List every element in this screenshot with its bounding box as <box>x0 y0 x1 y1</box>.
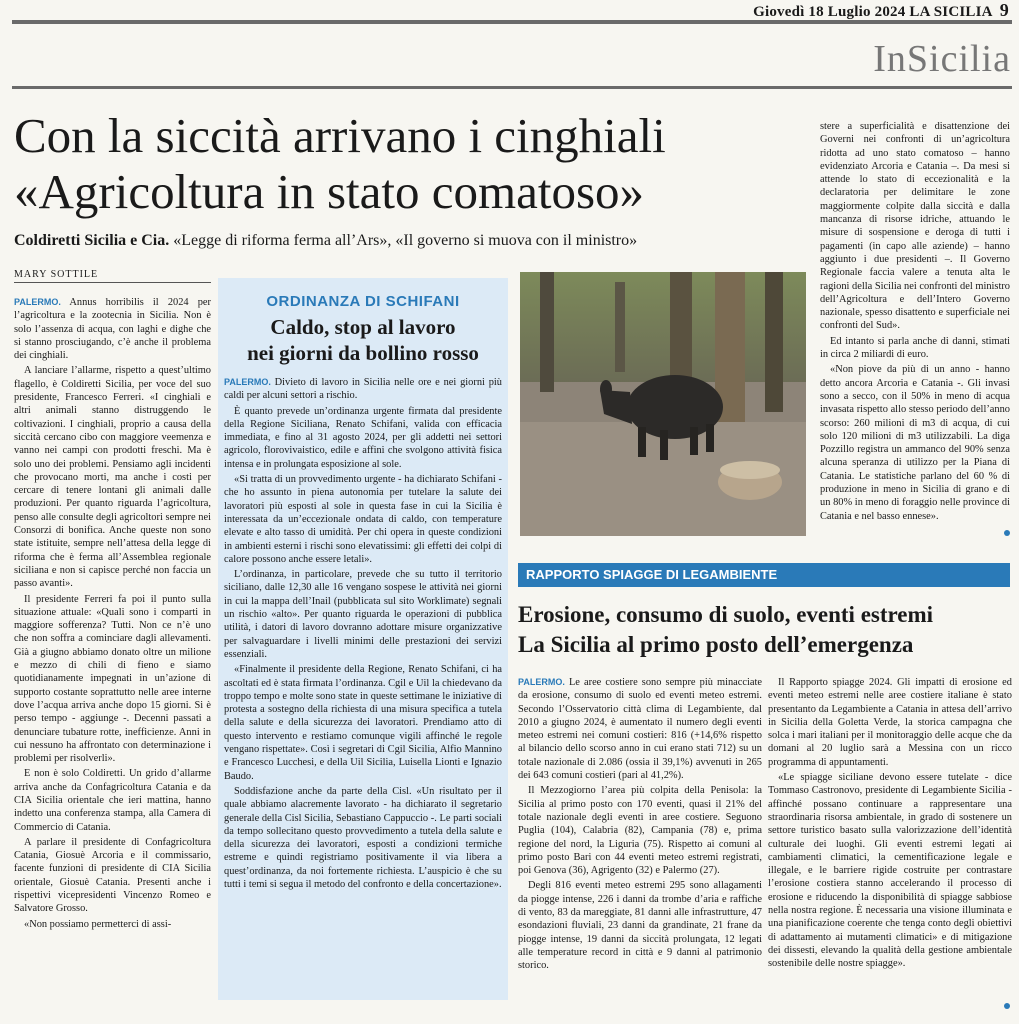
paragraph: «Finalmente il presidente della Regione, Renato Schifani, ci ha ascoltati ed è stata firmata l’ordinanza. Cgil e Uil la chiedevano da troppo tempo e molte sono state in queste settimane le iniziative di protesta a sostegno della richiesta di una misura specifica a tutela della salute e della sicurezza dei lavoratori. Prendiamo atto di questo intervento e restiamo comunque vigili affinché le regole vengano rispettate». Così i segretari di Cgil Sicilia, Alfio Mannino e Francesco Lucchesi, e della Uil Sicilia, Luisella Lionti e Ignazio Baudo. <box>224 664 502 782</box>
subhead-bold: Coldiretti Sicilia e Cia. <box>14 232 170 249</box>
second-title-line-1: Erosione, consumo di suolo, eventi estremi <box>518 602 934 627</box>
page-header <box>753 0 1009 21</box>
dateline: PALERMO. <box>224 377 271 387</box>
paragraph: Il presidente Ferreri fa poi il punto sulla situazione attuale: «Quali sono i comparti in maggiore sofferenza? Tutti. Non ce n’è uno che non soffra a cominciare dagli allevamenti. Già a giugno abbiamo donato oltre un milione e mezzo di chili di fieno e siamo quotidianamente impegnati in un’azione di supporto costante soprattutto nelle aree interne dove l’acqua arriva anche dopo 15 giorni. Si è perso tempo - aggiunge -. Decenni passati a denunciare tubature rotte, inefficienze. Anni in cui nessuno ha affrontato con determinazione i problemi per risolverli». <box>14 593 211 765</box>
main-article-col-4 <box>820 120 1010 525</box>
paragraph: «Le spiagge siciliane devono essere tutelate - dice Tommaso Castronovo, presidente di Legambiente Sicilia - affinché possano continuare a rappresentare una straordinaria risorsa ambientale, in grado di sostenere un settore turistico basato sulla valorizzazione dell’identità culturale dei luoghi. Gli eventi estremi legati ai cambiamenti climatici, la cementificazione legale e illegale, e le barriere rigide costruite per contrastare l’erosione costiera stanno accelerando il processo di erosione e riducendo la disponibilità di spiagge sabbiose nella nostra regione. È necessaria una visione illuminata e una pianificazione coerente che tenga conto degli obiettivi di adattamento ai mutamenti climatici» e di mitigazione dei dissesti, elevando la qualità della gestione ambientale sostenibile delle nostre spiagge». <box>768 772 1012 970</box>
section-rule <box>12 86 1012 89</box>
end-mark <box>1004 1003 1010 1009</box>
subhead-rest: «Legge di riforma ferma all’Ars», «Il governo si muova con il ministro» <box>169 232 638 249</box>
paragraph: «Non possiamo permetterci di assi- <box>24 918 172 930</box>
main-headline <box>14 108 814 220</box>
paragraph: L’ordinanza, in particolare, prevede che su tutto il territorio siciliano, dalle 12,30 alle 16 vengano sospese le attività nei giorni in cui la mappa dell’Inail (pubblicata sul sito Worklimate) segnali un rischio «alto». Per quanto riguarda le operazioni di pubblica utilità, i datori di lavoro dovranno adottare misure organizzative per salvaguardare i livelli minimi delle prestazioni dei servizi essenziali. <box>224 569 502 660</box>
box-kicker: ORDINANZA DI SCHIFANI <box>266 293 460 310</box>
boar-photo <box>520 272 806 536</box>
paragraph: Il Rapporto spiagge 2024. Gli impatti di erosione ed eventi meteo estremi nelle aree costiere italiane è stato presentanto da Legambiente a Catania in attesa dell’arrivo in Sicilia della Goletta Verde, la storica campagna che solca i mari italiani per il monitoraggio delle acque che da domani al 20 luglio sarà a Messina con un ricco programma di appuntamenti. <box>768 677 1012 768</box>
paragraph: Soddisfazione anche da parte della Cisl. «Un risultato per il quale abbiamo alacremente lavorato - ha dichiarato il segretario generale della Cisl Sicilia, Sebastiano Cappuccio -. Le parti sociali da tempo sollecitano questo provvedimento a tutela della salute e della sicurezza dei lavoratori, esposti a condizioni termiche estreme e quindi registriamo positivamente il via libera a quest’ordinanza, da noi fortemente richiesta. L’auspicio è che su tutti i temi si segua il metodo del confronto e della concertazione». <box>224 785 502 890</box>
headline-line-2: «Agricoltura in stato comatoso» <box>14 164 645 219</box>
box-article-body <box>224 376 502 893</box>
paper-name: LA SICILIA <box>909 4 992 20</box>
paragraph: Il Mezzogiorno l’area più colpita della Penisola: la Sicilia al primo posto con 170 eventi, quasi il 21% del totale nazionale degli eventi in aree costiere. Seguono Puglia (104), Calabria (82), Campania (78) e, prima regione del nord, la Liguria (75). Rispetto ai comuni al primo posto Bari con 44 eventi meteo estremi registrati, poi Genova (36), Agrigento (32) e Palermo (27). <box>518 785 762 877</box>
box-title <box>218 314 508 366</box>
box-title-line-2: nei giorni da bollino rosso <box>247 341 479 365</box>
paragraph: Ed intanto si parla anche di danni, stimati in circa 2 miliardi di euro. <box>820 335 1010 361</box>
second-article-title <box>518 600 1012 660</box>
section-title: InSicilia <box>873 38 1011 80</box>
paragraph: A lanciare l’allarme, rispetto a quest’ultimo flagello, è Coldiretti Sicilia, per voce del suo presidente, Francesco Ferreri. «I cinghiali e altri animali stanno distruggendo le coltivazioni. I cinghiali, proprio a causa della siccità cercano cibo con maggiore veemenza e vanno nei campi con prodotti freschi. Ma è solo uno dei problemi. Pensiamo agli incidenti che provocano morti, ma anche i costi per cercare di tenere lontani gli animali dalle produzioni. Per quanto riguarda l’agricoltura, penso alle consulte degli agricoltori sempre nei Consorzi di bonifica. Anche queste non sono state istituite, sempre nell’attesa della legge di riforma che è ferma all’Assemblea regionale siciliana e non si capisce perché non faccia un passo avanti». <box>14 365 211 590</box>
second-article-kicker: RAPPORTO SPIAGGE DI LEGAMBIENTE <box>518 563 1010 587</box>
second-article-col-1 <box>518 676 762 975</box>
dateline: PALERMO. <box>518 677 565 687</box>
paragraph: È quanto prevede un’ordinanza urgente firmata dal presidente della Regione Siciliana, Renato Schifani, valida con efficacia immediata, e fino al 31 agosto 2024, per gli addetti nei settori agricolo, florovivaistico, edile e affini che svolgono attività fisica intensa e in prolungata esposizione al sole. <box>224 405 502 470</box>
paragraph: PALERMO. Le aree costiere sono sempre più minacciate da erosione, consumo di suolo ed eventi meteo estremi. Secondo l’Osservatorio città clima di Legambiente, dal 2010 a giugno 2024, è aumentato il numero degli eventi meteo estremi nei comuni costieri: 816 (+14,6% rispetto al bilancio dello scorso anno in cui erano stati 712) su un totale nazionale di 2.086 (ossia il 39,1%) avvenuti in 265 dei 643 comuni costieri (pari al 41,2%). <box>518 677 762 782</box>
headline-line-1: Con la siccità arrivano i cinghiali <box>14 108 666 163</box>
paragraph: E non è solo Coldiretti. Un grido d’allarme arriva anche da Confagricoltura Catania e da CIA Sicilia orientale che ieri mattina, hanno indetto una conferenza stampa, alla Camera di Commercio di Catania. <box>14 768 211 833</box>
paragraph: stere a superficialità e disattenzione dei Governi nei confronti di un’agricoltura ridotta ad uno stato comatoso – hanno evidenziato Arcoria e Catania –. Da mesi si attende lo stato di eccezionalità e la declaratoria per delimitare le zone maggiormente colpite dalla siccità e dalla mancanza di risorse idriche, attuando le misure di sospensione e deroga di tutti i pagamenti (in capo alle aziende) – hanno aggiunto i due presidenti –. Il Governo Regionale faccia valere a tenuta alta le ragioni della Sicilia nei confronti del ministro dell’Agricoltura e dell’Intero Governo nazionale, spesso disattento e superficiale nei confronti del Sud». <box>820 121 1010 332</box>
page-number: 9 <box>999 0 1009 20</box>
paragraph: «Si tratta di un provvedimento urgente - ha dichiarato Schifani - che ho assunto in piena autonomia per tutelare la salute dei lavoratori più esposti al sole in questa fase in cui la Sicilia è interessata da un’eccezionale ondata di caldo, con temperature elevate e alto tasso di umidità. Per chi opera in queste condizioni in ambienti esterni i rischi sono elevatissimi: gli effetti dei colpi di calore possono anche essere letali». <box>224 474 502 565</box>
paragraph: «Non piove da più di un anno - hanno detto ancora Arcoria e Catania -. Gli invasi sono a secco, con il 50% in meno di acqua invasata rispetto allo stesso periodo dell’anno scorso: 260 milioni di m3 di acqua, di cui solo 120 milioni di m3 utilizzabili. La diga Pozzillo registra un ammanco del 90% senza alcuna speranza di utilizzo per la Piana di Catania. Le statistiche parlano del 60 % di produzione in meno in Sicilia di grano e di un 80% in meno di foraggio nelle province di Catania e nel basso ennese». <box>820 364 1010 522</box>
main-article-col-1 <box>14 296 211 933</box>
main-subhead <box>14 232 814 250</box>
second-title-line-2: La Sicilia al primo posto dell’emergenza <box>518 632 914 657</box>
paragraph: A parlare il presidente di Confagricoltura Catania, Giosuè Arcoria e il commissario, facente funzioni di presidente di CIA Sicilia orientale, Giosuè Catania. Presenti anche i rispettivi vicepresidenti Vincenzo Romeo e Salvatore Grosso. <box>14 836 211 915</box>
paragraph: PALERMO. Annus horribilis il 2024 per l’agricoltura e la zootecnia in Sicilia. Non è solo l’assenza di acqua, con laghi e dighe che si stanno prosciugando, c’è anche il problema dei cinghiali. <box>14 297 211 362</box>
paragraph: Degli 816 eventi meteo estremi 295 sono allagamenti da piogge intense, 226 i danni da trombe d’aria e raffiche di vento, 83 da mareggiate, 81 danni alle infrastrutture, 47 esondazioni fluviali, 23 danni da grandinate, 21 frane da piogge intense, 19 danni da siccità prolungata, 12 legati alle temperature record in città e 9 danni al patrimonio storico. <box>518 880 762 972</box>
byline: MARY SOTTILE <box>14 269 211 283</box>
dateline: PALERMO. <box>14 297 61 307</box>
box-title-line-1: Caldo, stop al lavoro <box>270 315 456 339</box>
end-mark <box>1004 530 1010 536</box>
issue-date: Giovedì 18 Luglio 2024 <box>753 4 906 20</box>
second-article-col-2 <box>768 676 1012 973</box>
paragraph: PALERMO. Divieto di lavoro in Sicilia nelle ore e nei giorni più caldi per alcuni settori a rischio. <box>224 377 502 402</box>
